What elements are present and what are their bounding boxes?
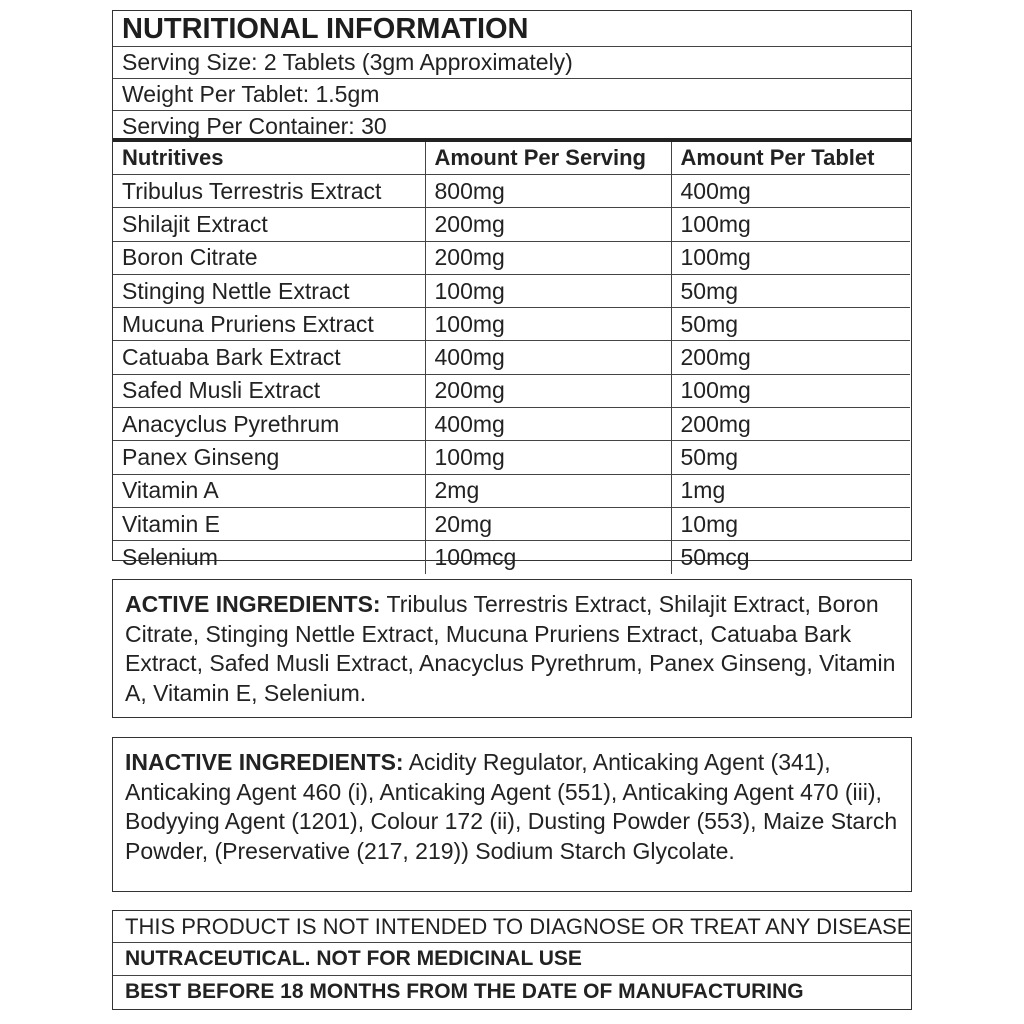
amount-per-tablet: 50mcg xyxy=(671,541,910,574)
active-ingredients-box xyxy=(112,579,912,718)
nutritive-name: Anacyclus Pyrethrum xyxy=(113,408,425,441)
amount-per-tablet: 100mg xyxy=(671,208,910,241)
table-row xyxy=(113,507,910,540)
table-row xyxy=(113,308,910,341)
amount-per-serving: 100mcg xyxy=(425,541,671,574)
nutritive-name: Stinging Nettle Extract xyxy=(113,274,425,307)
amount-per-serving: 100mg xyxy=(425,308,671,341)
amount-per-tablet: 10mg xyxy=(671,507,910,540)
nutritive-name: Catuaba Bark Extract xyxy=(113,341,425,374)
table-row xyxy=(113,541,910,574)
amount-per-serving: 2mg xyxy=(425,474,671,507)
header-amount-per-serving: Amount Per Serving xyxy=(425,142,671,175)
amount-per-tablet: 200mg xyxy=(671,408,910,441)
nutrition-panel xyxy=(112,10,912,570)
serving-size: Serving Size: 2 Tablets (3gm Approximately) xyxy=(113,47,911,79)
amount-per-serving: 100mg xyxy=(425,274,671,307)
nutritive-name: Shilajit Extract xyxy=(113,208,425,241)
table-row xyxy=(113,241,910,274)
nutritive-name: Panex Ginseng xyxy=(113,441,425,474)
nutritive-name: Vitamin E xyxy=(113,507,425,540)
amount-per-tablet: 50mg xyxy=(671,274,910,307)
table-row xyxy=(113,474,910,507)
disclaimer-best-before: BEST BEFORE 18 MONTHS FROM THE DATE OF MANUFACTURING xyxy=(125,980,804,1003)
amount-per-tablet: 400mg xyxy=(671,175,910,208)
amount-per-tablet: 200mg xyxy=(671,341,910,374)
table-row xyxy=(113,341,910,374)
disclaimer-nutraceutical: NUTRACEUTICAL. NOT FOR MEDICINAL USE xyxy=(113,943,911,976)
amount-per-serving: 200mg xyxy=(425,374,671,407)
amount-per-tablet: 1mg xyxy=(671,474,910,507)
weight-per-tablet: Weight Per Tablet: 1.5gm xyxy=(113,79,911,111)
nutritive-name: Selenium xyxy=(113,541,425,574)
table-row xyxy=(113,208,910,241)
amount-per-tablet: 50mg xyxy=(671,308,910,341)
amount-per-serving: 200mg xyxy=(425,208,671,241)
table-row xyxy=(113,408,910,441)
amount-per-serving: 400mg xyxy=(425,341,671,374)
table-header-row xyxy=(113,142,910,175)
amount-per-tablet: 50mg xyxy=(671,441,910,474)
table-row xyxy=(113,374,910,407)
table-row xyxy=(113,441,910,474)
nutritive-name: Boron Citrate xyxy=(113,241,425,274)
panel-title: NUTRITIONAL INFORMATION xyxy=(113,11,911,47)
servings-per-container: Serving Per Container: 30 xyxy=(113,111,911,142)
nutritive-name: Safed Musli Extract xyxy=(113,374,425,407)
nutritive-name: Vitamin A xyxy=(113,474,425,507)
table-row xyxy=(113,175,910,208)
amount-per-serving: 400mg xyxy=(425,408,671,441)
header-amount-per-tablet: Amount Per Tablet xyxy=(671,142,910,175)
inactive-ingredients-text: Acidity Regulator, Anticaking Agent (341), Anticaking Agent 460 (i), Anticaking Agent (551), Anticaking Agent 470 (iii), Bodyying Agent (1201), Colour 172 (ii), Dusting Powder (553), Maize Starch Powder, (Preservative (217, 219)) Sodium Starch Glycolate. xyxy=(125,749,898,864)
nutritive-name: Tribulus Terrestris Extract xyxy=(113,175,425,208)
active-ingredients-text: Tribulus Terrestris Extract, Shilajit Extract, Boron Citrate, Stinging Nettle Extract, Mucuna Pruriens Extract, Catuaba Bark Extract, Safed Musli Extract, Anacyclus Pyrethrum, Panex Ginseng, Vitamin A, Vitamin E, Selenium. xyxy=(125,591,896,706)
amount-per-serving: 800mg xyxy=(425,175,671,208)
table-row xyxy=(113,274,910,307)
nutritive-name: Mucuna Pruriens Extract xyxy=(113,308,425,341)
disclaimer-box xyxy=(112,910,912,1010)
nutrition-table xyxy=(113,142,910,574)
amount-per-serving: 200mg xyxy=(425,241,671,274)
inactive-ingredients-label: INACTIVE INGREDIENTS: xyxy=(125,749,404,775)
amount-per-serving: 100mg xyxy=(425,441,671,474)
disclaimer-not-intended: THIS PRODUCT IS NOT INTENDED TO DIAGNOSE OR TREAT ANY DISEASE xyxy=(113,911,911,943)
inactive-ingredients-box xyxy=(112,737,912,892)
amount-per-serving: 20mg xyxy=(425,507,671,540)
active-ingredients-label: ACTIVE INGREDIENTS: xyxy=(125,591,381,617)
amount-per-tablet: 100mg xyxy=(671,241,910,274)
amount-per-tablet: 100mg xyxy=(671,374,910,407)
header-nutritives: Nutritives xyxy=(113,142,425,175)
